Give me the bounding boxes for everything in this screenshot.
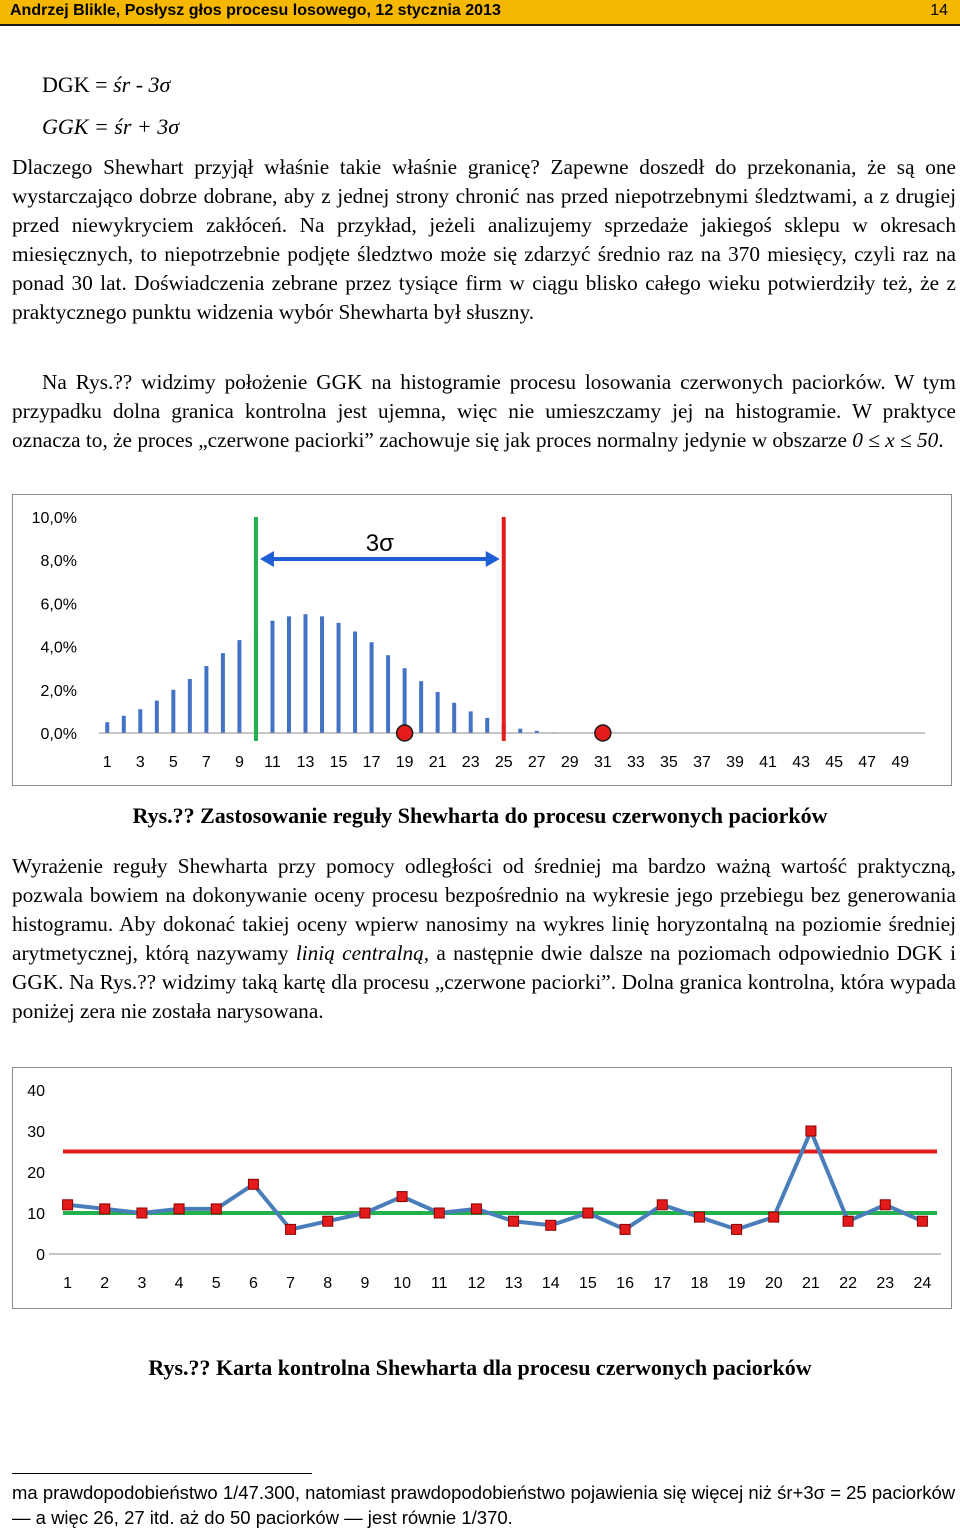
x-tick-label: 3 bbox=[137, 1275, 147, 1292]
header-title: Andrzej Blikle, Posłysz głos procesu losowego, 12 stycznia 2013 bbox=[10, 2, 501, 19]
histogram-bar bbox=[188, 679, 192, 733]
x-tick-label: 10 bbox=[393, 1275, 411, 1292]
footnote-separator bbox=[12, 1473, 312, 1474]
x-tick-label: 23 bbox=[876, 1275, 895, 1292]
x-tick-label: 6 bbox=[248, 1275, 258, 1292]
histogram-bars bbox=[105, 614, 555, 733]
data-point-marker bbox=[657, 1200, 667, 1210]
histogram-bar bbox=[221, 653, 225, 733]
histogram-bar bbox=[386, 655, 390, 733]
histogram-bar bbox=[237, 640, 241, 733]
x-tick-label: 5 bbox=[168, 754, 178, 771]
x-tick-label: 16 bbox=[616, 1275, 634, 1292]
x-tick-label: 12 bbox=[467, 1275, 486, 1292]
histogram-bar bbox=[419, 681, 423, 733]
data-point-marker bbox=[917, 1216, 927, 1226]
data-point-marker bbox=[583, 1208, 593, 1218]
histogram-bar bbox=[320, 616, 324, 733]
paragraph-2-math: 0 ≤ x ≤ 50 bbox=[852, 428, 939, 452]
x-tick-label: 33 bbox=[627, 754, 645, 771]
series-markers bbox=[63, 1126, 928, 1234]
data-point-marker bbox=[843, 1216, 853, 1226]
x-tick-label: 11 bbox=[430, 1275, 448, 1292]
histogram-bar bbox=[436, 692, 440, 733]
data-point-marker bbox=[806, 1126, 816, 1136]
control-chart-svg bbox=[13, 1068, 951, 1308]
x-tick-label: 47 bbox=[858, 754, 877, 771]
data-point-marker bbox=[137, 1208, 147, 1218]
data-point-marker bbox=[880, 1200, 890, 1210]
x-tick-label: 22 bbox=[839, 1275, 857, 1292]
histogram-bar bbox=[155, 701, 159, 733]
control-y-axis bbox=[27, 1083, 45, 1264]
histogram-bar bbox=[171, 690, 175, 733]
x-tick-label: 5 bbox=[211, 1275, 221, 1292]
histogram-bar bbox=[138, 709, 142, 733]
y-tick-label: 0,0% bbox=[40, 726, 77, 743]
data-point-marker bbox=[620, 1224, 630, 1234]
paragraph-2-text: Na Rys.?? widzimy położenie GGK na histogramie procesu losowania czerwonych paciorków. W tym przypadku dolna granica kontrolna jest ujemna, więc nie umieszczamy jej na histogramie. W praktyce oznacza to, że proces „czerwone paciorki” zachowuje się jak proces normalny jedynie w obszarze bbox=[12, 370, 956, 452]
caption-2: Rys.?? Karta kontrolna Shewharta dla procesu czerwonych paciorków bbox=[148, 1355, 812, 1380]
data-point-marker bbox=[732, 1224, 742, 1234]
x-tick-label: 41 bbox=[759, 754, 777, 771]
x-tick-label: 7 bbox=[201, 754, 211, 771]
histogram-bar bbox=[204, 666, 208, 733]
x-tick-label: 17 bbox=[362, 754, 381, 771]
data-point-marker bbox=[471, 1204, 481, 1214]
x-tick-label: 1 bbox=[102, 754, 112, 771]
formula-dgk-lhs: DGK = bbox=[42, 72, 114, 97]
x-tick-label: 21 bbox=[802, 1275, 820, 1292]
histogram-chart bbox=[12, 494, 952, 786]
x-tick-label: 37 bbox=[693, 754, 711, 771]
histogram-bar bbox=[452, 703, 456, 733]
paragraph-3-part1: Wyrażenie reguły Shewharta przy pomocy odległości od średniej ma bardzo ważną wartość praktyczną, pozwala bowiem na dokonywanie oceny procesu bezpośrednio na wykresie jego przebiegu bez generowania histogramu. Aby dokonać takiej oceny wpierw nanosimy na wykres linię horyzontalną na poziomie średniej arytmetycznej, którą nazywamy bbox=[12, 854, 956, 965]
x-tick-label: 19 bbox=[727, 1275, 746, 1292]
y-tick-label: 2,0% bbox=[40, 682, 77, 700]
sigma-arrow-head-left bbox=[260, 551, 274, 567]
histogram-bar bbox=[304, 614, 308, 733]
y-tick-label: 8,0% bbox=[40, 553, 77, 571]
paragraph-3-italic: linią centralną bbox=[295, 941, 424, 965]
data-point-marker bbox=[174, 1204, 184, 1214]
x-tick-label: 24 bbox=[913, 1275, 932, 1292]
y-tick-label: 10,0% bbox=[31, 510, 77, 527]
x-tick-label: 15 bbox=[329, 754, 348, 771]
histogram-bar bbox=[353, 631, 357, 733]
x-tick-label: 29 bbox=[560, 754, 579, 771]
page-number: 14 bbox=[930, 2, 948, 19]
x-tick-label: 13 bbox=[504, 1275, 523, 1292]
x-tick-label: 7 bbox=[286, 1275, 296, 1292]
data-point-marker bbox=[694, 1212, 704, 1222]
y-tick-label: 6,0% bbox=[40, 596, 77, 614]
sigma-arrow-head-right bbox=[486, 551, 500, 567]
histogram-bar bbox=[105, 722, 109, 733]
y-tick-label: 30 bbox=[27, 1124, 45, 1141]
histogram-bar bbox=[287, 616, 291, 733]
red-bead-marker bbox=[595, 725, 611, 741]
running-header bbox=[0, 0, 960, 26]
formula-ggk bbox=[42, 114, 179, 140]
y-tick-label: 10 bbox=[27, 1206, 45, 1223]
data-point-marker bbox=[434, 1208, 444, 1218]
x-tick-label: 11 bbox=[264, 754, 281, 771]
x-tick-label: 25 bbox=[494, 754, 513, 771]
data-point-marker bbox=[323, 1216, 333, 1226]
data-point-marker bbox=[248, 1179, 258, 1189]
histogram-bar bbox=[337, 623, 341, 733]
x-tick-label: 14 bbox=[541, 1275, 560, 1292]
data-point-marker bbox=[100, 1204, 110, 1214]
x-tick-label: 3 bbox=[135, 754, 145, 771]
red-bead-marker bbox=[397, 725, 413, 741]
control-x-axis bbox=[63, 1275, 931, 1292]
paragraph-1: Dlaczego Shewhart przyjął właśnie takie właśnie granicę? Zapewne doszedł do przekonania, że są one wystarczająco dobrze dobrane, aby z jednej strony chronić nas przed niepotrzebnymi śledztwami, a z drugiej przed niewykryciem zakłóceń. Na przykład, jeżeli analizujemy sprzedaże jakiegoś sklepu w okresach miesięcznych, to niepotrzebnie podjęte śledztwo może się zdarzyć średnio raz na 370 miesięcy, czyli raz na ponad 30 lat. Doświadczenia zebrane przez tysiące firm w ciągu blisko całego wieku potwierdziły też, że z praktycznego punktu widzenia wybór Shewharta był słuszny. bbox=[12, 155, 956, 324]
x-tick-label: 31 bbox=[593, 754, 612, 771]
y-tick-label: 4,0% bbox=[40, 639, 77, 657]
x-tick-label: 20 bbox=[764, 1275, 783, 1292]
x-tick-label: 17 bbox=[653, 1275, 672, 1292]
y-tick-label: 40 bbox=[27, 1083, 45, 1100]
formula-ggk-rhs: śr + 3σ bbox=[114, 114, 180, 139]
data-point-marker bbox=[360, 1208, 370, 1218]
paragraph-2 bbox=[12, 368, 956, 455]
footnote: ma prawdopodobieństwo 1/47.300, natomiast prawdopodobieństwo pojawienia się więcej niż śr+3σ = 25 paciorków — a więc 26, 27 itd. aż do 50 paciorków — jest równie 1/370. bbox=[12, 1482, 956, 1528]
x-tick-label: 45 bbox=[825, 754, 844, 771]
paragraph-3 bbox=[12, 852, 956, 1026]
caption-1: Rys.?? Zastosowanie reguły Shewharta do procesu czerwonych paciorków bbox=[132, 803, 828, 828]
x-tick-label: 27 bbox=[527, 754, 546, 771]
data-point-marker bbox=[769, 1212, 779, 1222]
histogram-bar bbox=[122, 716, 126, 733]
histogram-x-axis bbox=[103, 754, 909, 771]
control-chart bbox=[12, 1067, 952, 1309]
histogram-bar bbox=[403, 668, 407, 733]
histogram-svg bbox=[13, 495, 951, 785]
x-tick-label: 35 bbox=[660, 754, 678, 771]
x-tick-label: 43 bbox=[792, 754, 810, 771]
x-tick-label: 13 bbox=[296, 754, 315, 771]
histogram-y-axis bbox=[32, 510, 77, 743]
x-tick-label: 15 bbox=[579, 1275, 597, 1292]
x-tick-label: 8 bbox=[323, 1275, 333, 1292]
x-tick-label: 2 bbox=[100, 1275, 110, 1292]
histogram-bar bbox=[469, 711, 473, 733]
x-tick-label: 9 bbox=[360, 1275, 370, 1292]
x-tick-label: 18 bbox=[690, 1275, 709, 1292]
formula-ggk-lhs: GGK = bbox=[42, 114, 115, 139]
x-tick-label: 39 bbox=[726, 754, 744, 771]
histogram-bar bbox=[370, 642, 374, 733]
x-tick-label: 9 bbox=[234, 754, 244, 771]
y-tick-label: 0 bbox=[36, 1247, 45, 1264]
x-tick-label: 23 bbox=[461, 754, 480, 771]
data-point-marker bbox=[546, 1220, 556, 1230]
data-point-marker bbox=[211, 1204, 221, 1214]
x-tick-label: 49 bbox=[891, 754, 910, 771]
formula-dgk bbox=[42, 72, 170, 98]
x-tick-label: 19 bbox=[395, 754, 414, 771]
paragraph-2-end: . bbox=[938, 428, 944, 452]
x-tick-label: 1 bbox=[63, 1275, 73, 1292]
data-point-marker bbox=[509, 1216, 519, 1226]
data-point-marker bbox=[397, 1192, 407, 1202]
paragraph-3-part2: , a następnie dwie dalsze na poziomach odpowiednio DGK i GGK. Na Rys.?? widzimy taką kartę dla procesu „czerwone paciorki”. Dolna granica kontrolna, która wypada poniżej zera nie została narysowana. bbox=[12, 941, 957, 1023]
histogram-bar bbox=[518, 729, 522, 733]
formula-dgk-rhs: śr - 3σ bbox=[113, 72, 171, 97]
histogram-bar bbox=[485, 718, 489, 733]
data-point-marker bbox=[63, 1200, 73, 1210]
sigma-annotation: 3σ bbox=[365, 530, 394, 557]
histogram-bar bbox=[270, 621, 274, 733]
y-tick-label: 20 bbox=[27, 1165, 45, 1182]
data-point-marker bbox=[286, 1224, 296, 1234]
x-tick-label: 4 bbox=[174, 1275, 184, 1292]
x-tick-label: 21 bbox=[428, 754, 447, 771]
